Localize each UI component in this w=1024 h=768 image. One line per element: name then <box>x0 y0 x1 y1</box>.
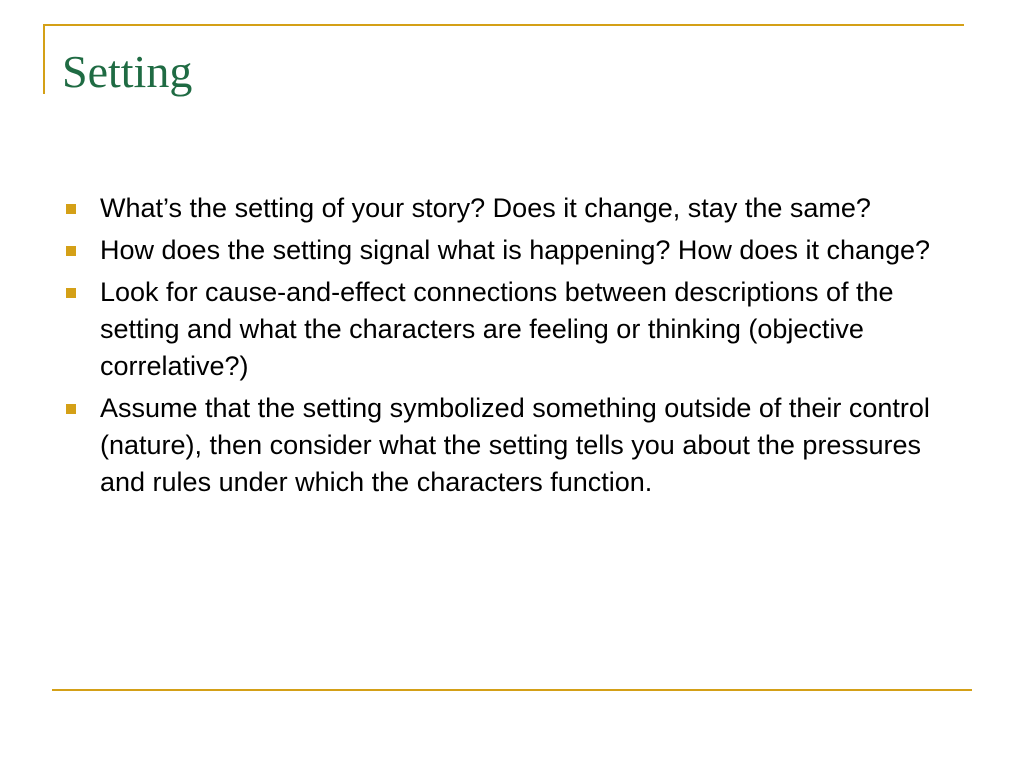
bullet-item <box>62 232 967 269</box>
bullet-item <box>62 390 967 501</box>
square-bullet-icon <box>66 204 76 214</box>
bullet-list <box>62 190 967 506</box>
bullet-text: Assume that the setting symbolized something outside of their control (nature), then consider what the setting tells you about the pressures and rules under which the characters function. <box>100 393 930 497</box>
square-bullet-icon <box>66 404 76 414</box>
frame-bottom-rule <box>52 689 972 691</box>
bullet-text: How does the setting signal what is happening? How does it change? <box>100 235 931 265</box>
frame-top-rule <box>43 24 964 26</box>
bullet-item <box>62 190 967 227</box>
bullet-text: What’s the setting of your story? Does it change, stay the same? <box>100 193 871 223</box>
frame-left-rule <box>43 24 45 94</box>
square-bullet-icon <box>66 288 76 298</box>
bullet-item <box>62 274 967 385</box>
bullet-text: Look for cause-and-effect connections between descriptions of the setting and what the characters are feeling or thinking (objective correlative?) <box>100 277 894 381</box>
slide-title: Setting <box>62 46 193 97</box>
square-bullet-icon <box>66 246 76 256</box>
